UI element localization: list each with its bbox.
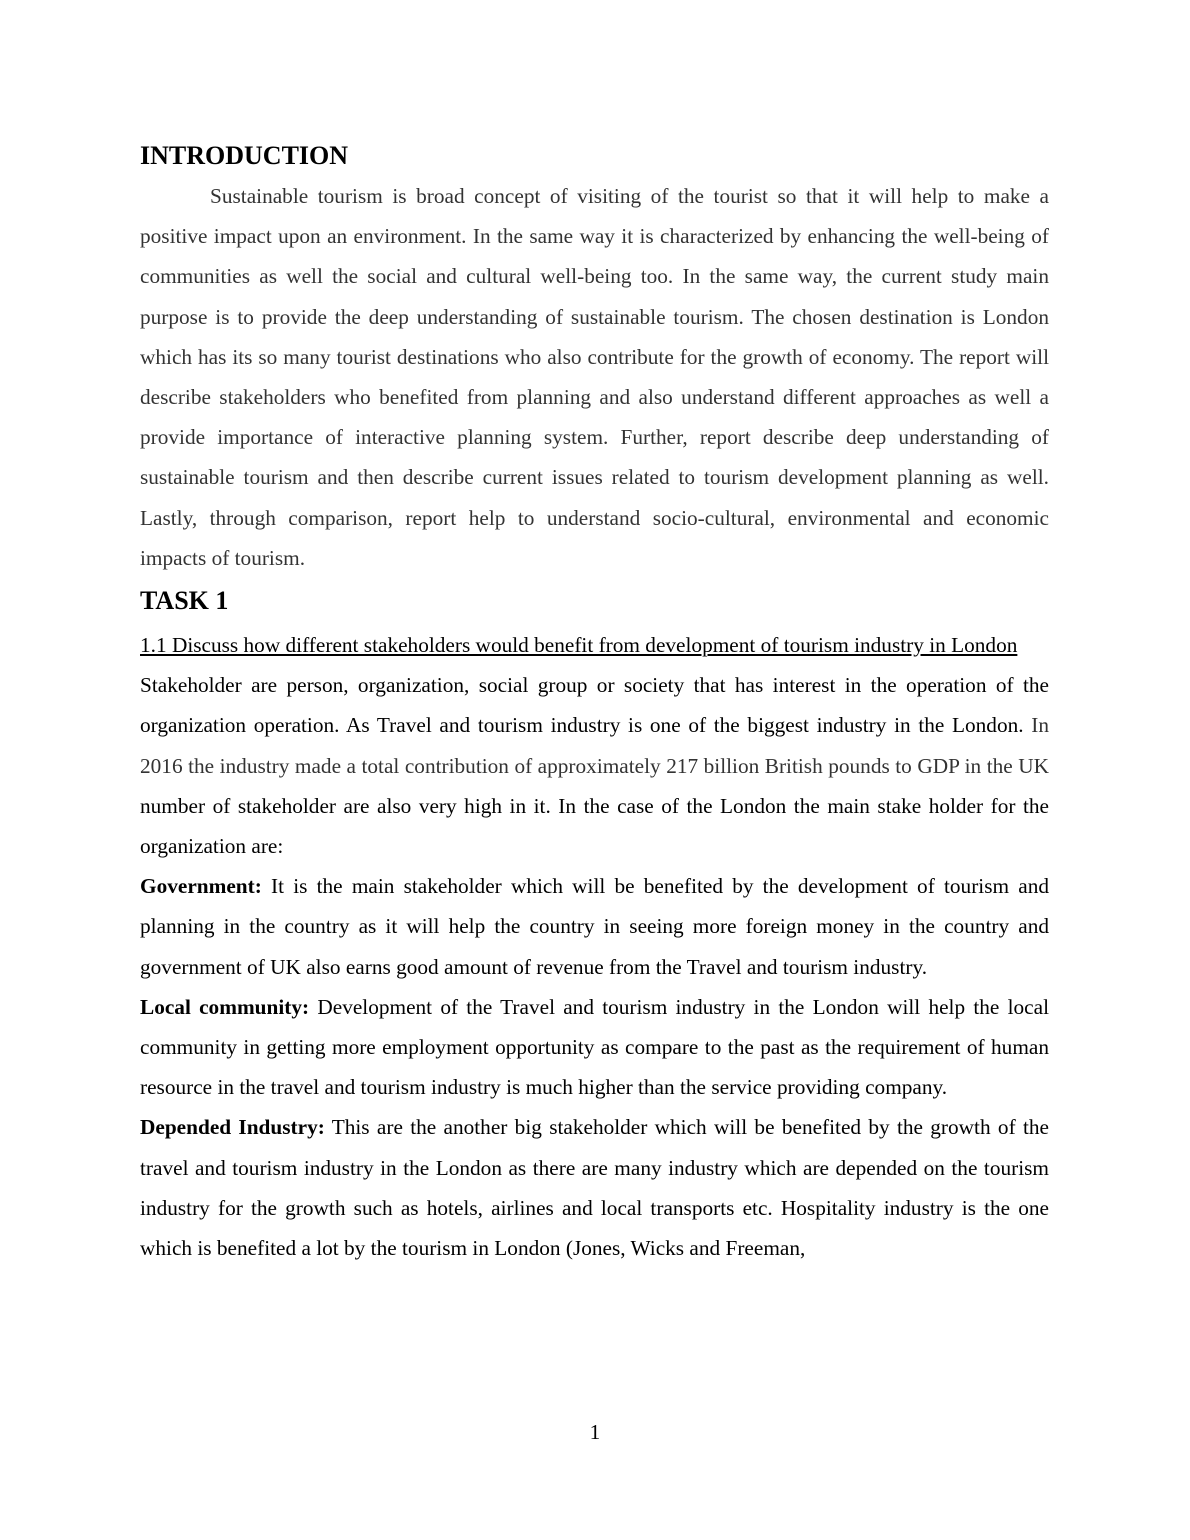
introduction-heading: INTRODUCTION — [140, 141, 349, 170]
depended-industry-label: Depended Industry: — [140, 1115, 325, 1140]
local-community-text: Development of the Travel and tourism industry in the London will help the local community in getting more employment opportunity as compare to the past as the requirement of human resource in the travel and tourism industry is much higher than the service providing company. — [140, 994, 1049, 1100]
stakeholder-intro-part3: number of stakeholder are also very high in it. In the case of the London the main stake holder for the organization are: — [140, 793, 1049, 859]
depended-industry-text: This are the another big stakeholder which will be benefited by the growth of the travel and tourism industry in the London as there are many industry which are depended on the tourism industry for the growth such as hotels, airlines and local transports etc. Hospitality industry is the one which is benefited a lot by the tourism in London (Jones, Wicks and Freeman, — [140, 1115, 1049, 1261]
stakeholder-intro-part2: In 2016 the industry made a total contribution of approximately 217 billion British pounds to GDP in the UK — [140, 713, 1049, 778]
local-community-label: Local community: — [140, 994, 310, 1019]
stakeholder-intro-part1: Stakeholder are person, organization, social group or society that has interest in the operation of the organization operation. As Travel and tourism industry is one of the biggest industry in the London. — [140, 673, 1049, 738]
stakeholder-intro-paragraph — [140, 665, 1049, 866]
introduction-paragraph: Sustainable tourism is broad concept of visiting of the tourist so that it will help to make a positive impact upon an environment. In the same way it is characterized by enhancing the well-being of communities as well the social and cultural well-being too. In the same way, the current study main purpose is to provide the deep understanding of sustainable tourism. The chosen destination is London which has its so many tourist destinations who also contribute for the growth of economy. The report will describe stakeholders who benefited from planning and also understand different approaches as well a provide importance of interactive planning system. Further, report describe deep understanding of sustainable tourism and then describe current issues related to tourism development planning as well. Lastly, through comparison, report help to understand socio-cultural, environmental and economic impacts of tourism. — [140, 184, 1049, 570]
depended-industry-paragraph — [140, 1107, 1049, 1268]
task1-subheading: 1.1 Discuss how different stakeholders would benefit from development of tourism industry in London — [140, 633, 1018, 658]
task1-heading: TASK 1 — [140, 586, 229, 616]
government-text: It is the main stakeholder which will be benefited by the development of tourism and planning in the country as it will help the country in seeing more foreign money in the country and government of UK also earns good amount of revenue from the Travel and tourism industry. — [140, 874, 1049, 979]
government-label: Government: — [140, 874, 262, 899]
government-paragraph — [140, 866, 1049, 987]
document-page — [140, 136, 1049, 1268]
local-community-paragraph — [140, 987, 1049, 1108]
page-number: 1 — [589, 1420, 601, 1444]
